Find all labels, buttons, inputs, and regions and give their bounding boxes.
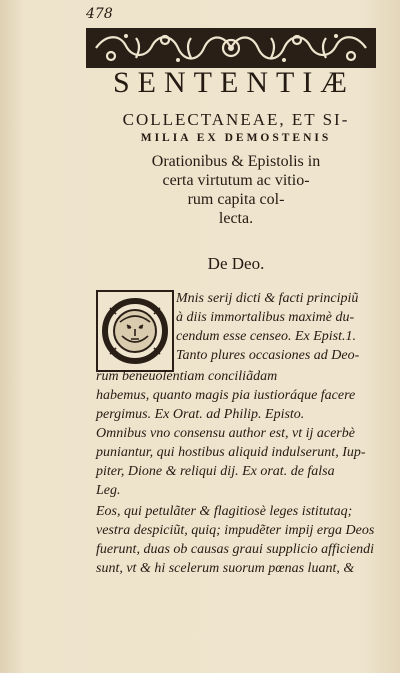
- text-line: Omnibus vno consensu author est, vt ij acerbè: [96, 426, 355, 441]
- text-line: Tanto plures occasiones ad Deo-: [176, 348, 360, 363]
- text-line: fuerunt, duas ob causas graui supplicio afficiendi: [96, 542, 375, 557]
- title-line-1: SENTENTIÆ: [113, 66, 355, 99]
- title-subline: lecta.: [218, 210, 254, 227]
- ornamental-headpiece: [86, 28, 376, 68]
- lion-head-initial-icon: [98, 292, 172, 370]
- title-line-2: COLLECTANEAE, ET SI-: [122, 110, 350, 129]
- text-line: Leg.: [96, 483, 121, 498]
- title-line-3: MILIA EX DEMOSTENIS: [140, 132, 332, 144]
- section-heading: De Deo.: [207, 254, 265, 273]
- text-line: Mnis serij dicti & facti principiũ: [176, 291, 359, 306]
- page-number: 478: [86, 6, 113, 22]
- text-line: Eos, qui petulãter & flagitiosè leges istitutaq;: [96, 504, 353, 519]
- text-line: à diis immortalibus maximè du-: [176, 310, 355, 325]
- title-lines: [86, 152, 386, 228]
- text-line: sunt, vt & hi scelerum suorum pœnas luant, &: [96, 561, 355, 576]
- text-line: piter, Dione & reliqui dij. Ex orat. de falsa: [96, 464, 335, 479]
- text-line: vestra despiciũt, quiq; impudẽter impij erga Deos: [96, 523, 375, 538]
- text-line: rum beneuolentiam conciliãdam: [96, 369, 278, 384]
- text-line: pergimus. Ex Orat. ad Philip. Episto.: [96, 407, 305, 422]
- decorated-initial: [96, 290, 174, 372]
- title-subline: Orationibus & Epistolis in: [151, 153, 321, 170]
- title-subline: certa virtutum ac vitio-: [162, 172, 310, 189]
- title-subline: rum capita col-: [187, 191, 285, 208]
- text-line: habemus, quanto magis pia iustioráque facere: [96, 388, 356, 403]
- text-line: puniantur, qui hostibus aliquid indulserunt, Iup-: [96, 445, 366, 460]
- text-line: cendum esse censeo. Ex Epist.1.: [176, 329, 356, 344]
